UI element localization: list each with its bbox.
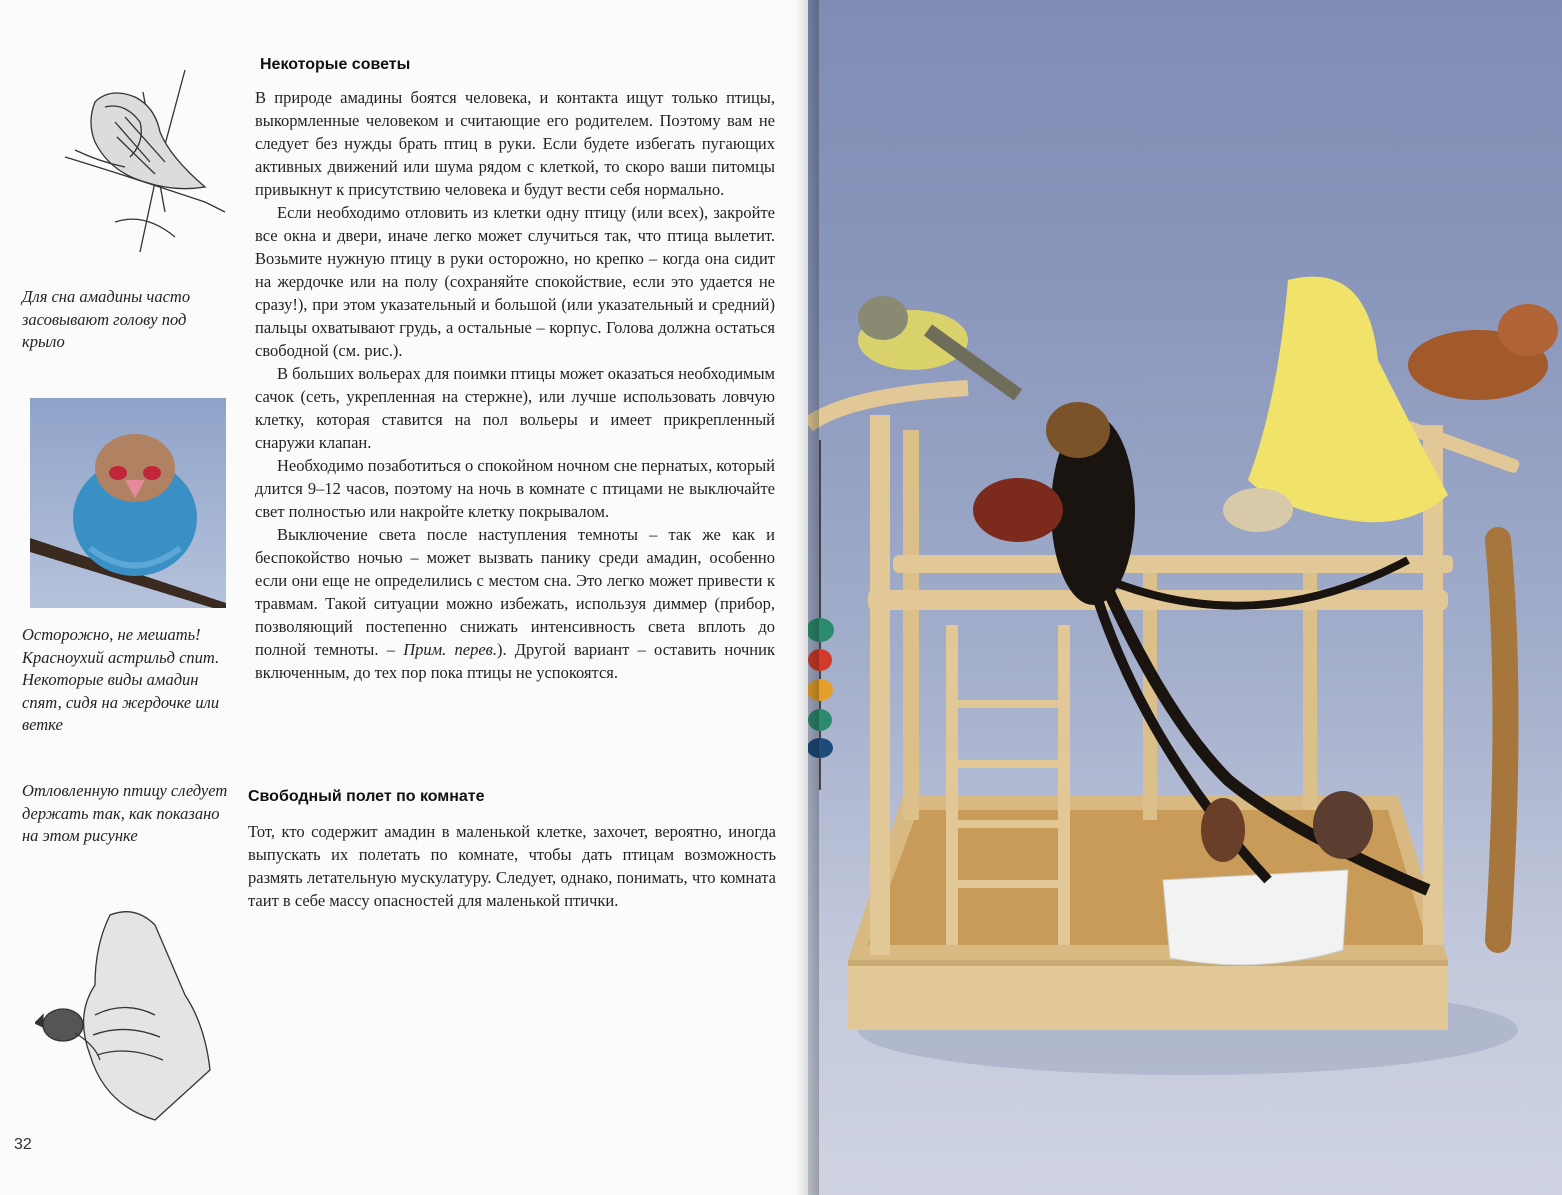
tips-paragraph-4: Необходимо позаботиться о спокойном ночном сне пернатых, который длится 9–12 часов, поэтому на ночь в комнате с птицами не выключайте свет полностью или накройте клетку покрывалом. bbox=[255, 456, 775, 521]
tips-paragraph-3: В больших вольерах для поимки птицы может оказаться необходимым сачок (сеть, укрепленная на стержне), или лучше использовать ловчую клетку, которая ставится на пол вольеры и имеет прикрепленный снаружи клапан. bbox=[255, 364, 775, 452]
waxbill-photo bbox=[30, 398, 226, 608]
caption-careful: Осторожно, не мешать! Красноухий астрильд спит. Некоторые виды амадин спят, сидя на жердочке или ветке bbox=[22, 625, 220, 734]
sleeping-bird-sketch bbox=[55, 62, 235, 262]
tips-paragraph-1: В природе амадины боятся человека, и контакта ищут только птицы, выкормленные человеком и считающие его родителем. Поэтому вам не следует без нужды брать птиц в руки. Если будете избегать пугающих активных движений или шума рядом с клеткой, то скоро ваши питомцы привыкнут к присутствию человека и будут вести себя нормально. bbox=[255, 88, 775, 199]
book-gutter bbox=[795, 0, 819, 1195]
caption-sleep: Для сна амадины часто засовывают голову под крыло bbox=[22, 287, 191, 351]
flight-paragraph-1: Тот, кто содержит амадин в маленькой клетке, захочет, вероятно, иногда выпускать их полетать по комнате, чтобы дать птицам возможность размять летательную мускулатуру. Следует, однако, понимать, что комната таит в себе массу опасностей для маленькой птички. bbox=[248, 822, 776, 910]
right-page-photo bbox=[808, 0, 1562, 1195]
tips-paragraph-5-text: Выключение света после наступления темноты – так же как и беспокойство ночью – может вызвать панику среди амадин, особенно если они еще не определились с местом сна. Это легко может привести к травмам. Такой ситуации можно избежать, используя диммер (прибор, позволяющий постепенно снижать интенсивность света вплоть до полной темноты. – bbox=[255, 525, 775, 659]
section-free-flight-body bbox=[248, 820, 776, 912]
tips-paragraph-5 bbox=[255, 523, 775, 684]
tips-paragraph-5-tail: ). Другой вариант – оставить ночник включенным, до тех пор пока птицы не успокоятся. bbox=[255, 640, 775, 682]
hand-holding-bird-sketch bbox=[35, 905, 215, 1125]
translator-note: Прим. перев. bbox=[403, 640, 497, 659]
bird-playstand-photo bbox=[808, 0, 1562, 1195]
caption-hold: Отловленную птицу следует держать так, как показано на этом рисунке bbox=[22, 781, 228, 845]
section-tips-body bbox=[255, 86, 775, 684]
tips-paragraph-2: Если необходимо отловить из клетки одну птицу (или всех), закройте все окна и двери, иначе легко может случиться так, что птица вылетит. Возьмите нужную птицу в руки осторожно, но крепко – когда она сидит на жердочке или на полу (сохраняйте спокойствие, если это удается не сразу!), при этом указательный и большой (или указательный и средний) пальцы охватывают грудь, а остальные – корпус. Голова должна остаться свободной (см. рис.). bbox=[255, 203, 775, 360]
section-heading-free-flight: Свободный полет по комнате bbox=[248, 788, 485, 805]
section-heading-tips: Некоторые советы bbox=[260, 56, 411, 73]
page-number: 32 bbox=[14, 1136, 32, 1153]
